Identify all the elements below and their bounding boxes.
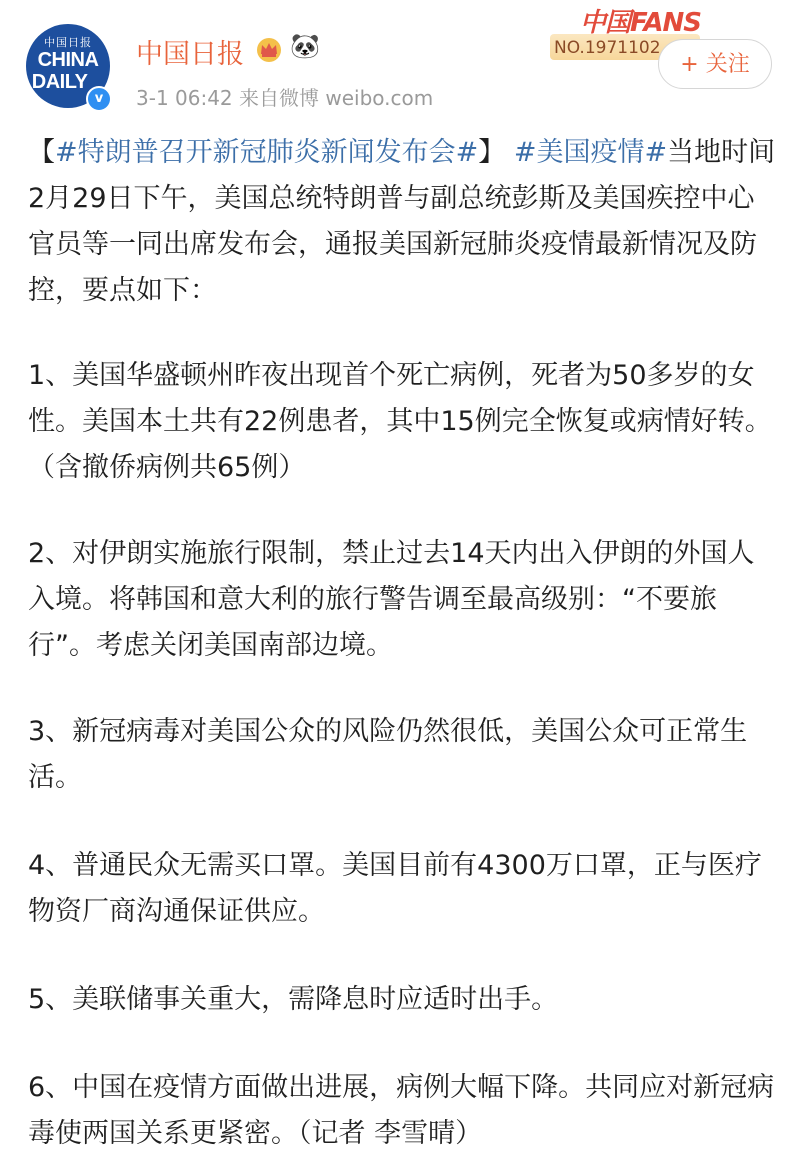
list-item: 4、普通民众无需买口罩。美国目前有4300万口罩，正与医疗物资厂商沟通保证供应。 bbox=[28, 850, 762, 927]
intro-text: 当地时间2月29日下午，美国总统特朗普与副总统彭斯及美国疾控中心官员等一同出席发布会，通报美国新冠肺炎疫情最新情况及防控，要点如下： bbox=[28, 137, 776, 306]
bracket-close: 】 bbox=[478, 137, 506, 168]
list-item: 3、新冠病毒对美国公众的风险仍然很低，美国公众可正常生活。 bbox=[28, 716, 748, 793]
list-item: 6、中国在疫情方面做出进展，病例大幅下降。共同应对新冠病毒使两国关系更紧密。（记者 李雪晴） bbox=[28, 1072, 775, 1149]
avatar-top-text: 中国日报 bbox=[44, 36, 92, 49]
list-item: 2、对伊朗实施旅行限制，禁止过去14天内出入伊朗的外国人入境。将韩国和意大利的旅行警告调至最高级别：“不要旅行”。考虑关闭美国南部边境。 bbox=[28, 538, 755, 661]
bracket-open: 【 bbox=[28, 137, 55, 168]
intro-paragraph bbox=[28, 130, 776, 314]
verified-badge-icon: v bbox=[86, 86, 112, 112]
post-header bbox=[0, 0, 800, 125]
author-name[interactable]: 中国日报 bbox=[136, 39, 244, 70]
post-meta: 3-1 06:42 来自微博 weibo.com bbox=[136, 86, 434, 110]
avatar-line2: DAILY bbox=[31, 71, 88, 93]
hashtag-link[interactable]: #美国疫情# bbox=[513, 137, 668, 168]
fans-label: 中国FANS bbox=[580, 8, 702, 38]
fans-number: NO.1971102 bbox=[554, 38, 661, 58]
follow-button[interactable]: + 关注 bbox=[658, 39, 772, 89]
hashtag-link[interactable]: #特朗普召开新冠肺炎新闻发布会# bbox=[55, 137, 479, 168]
avatar-line1: CHINA bbox=[37, 49, 99, 71]
list-item: 5、美联储事关重大，需降息时应适时出手。 bbox=[28, 984, 559, 1015]
panda-icon: 🐼 bbox=[290, 32, 320, 60]
list-item: 1、美国华盛顿州昨夜出现首个死亡病例，死者为50多岁的女性。美国本土共有22例患者，其中15例完全恢复或病情好转。（含撤侨病例共65例） bbox=[28, 360, 772, 483]
crown-icon bbox=[254, 36, 284, 62]
